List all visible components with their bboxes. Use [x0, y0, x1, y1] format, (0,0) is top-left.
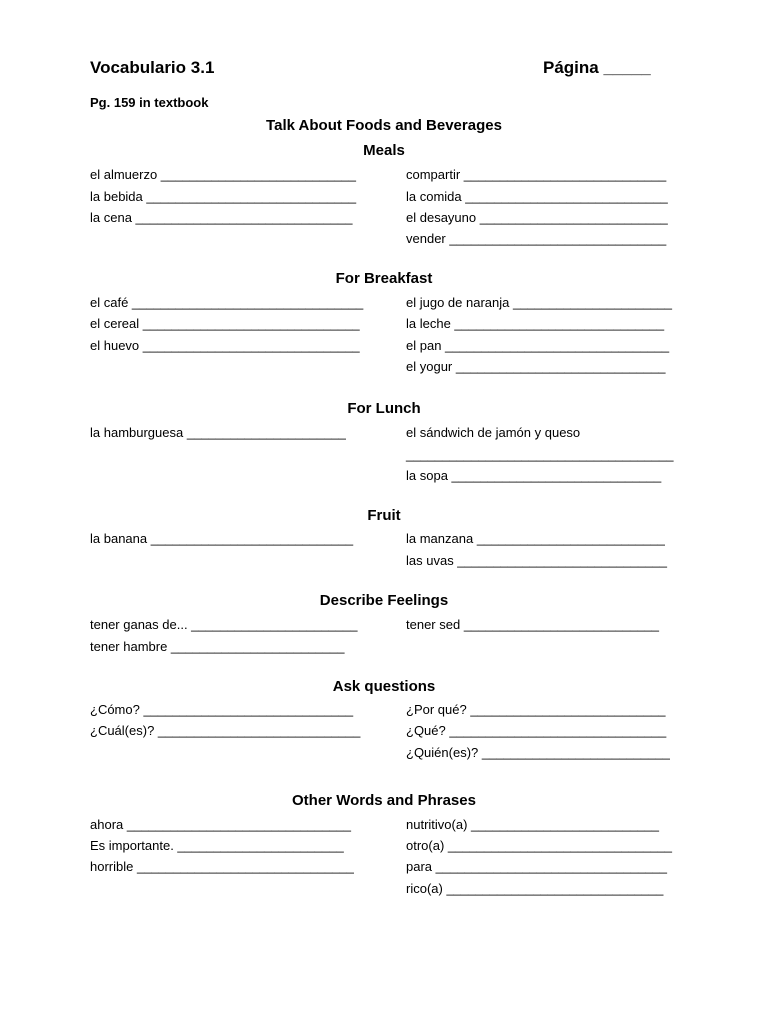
vocab-item: compartir ____________________________	[406, 167, 667, 182]
vocab-item: el sándwich de jamón y queso	[406, 425, 581, 440]
vocab-item: la comida ____________________________	[406, 189, 668, 204]
vocab-item: ahora _______________________________	[90, 817, 351, 832]
vocab-item: rico(a) ______________________________	[406, 881, 664, 896]
vocab-item: nutritivo(a) __________________________	[406, 817, 659, 832]
vocab-item: el pan _______________________________	[406, 338, 670, 353]
vocab-item: horrible ______________________________	[90, 859, 354, 874]
vocab-item: otro(a) _______________________________	[406, 838, 673, 853]
vocab-item: el huevo ______________________________	[90, 338, 360, 353]
vocab-item: el jugo de naranja ______________________	[406, 295, 673, 310]
main-title: Talk About Foods and Beverages	[266, 117, 502, 134]
vocab-item: la cena ______________________________	[90, 210, 353, 225]
vocab-item: la bebida _____________________________	[90, 189, 357, 204]
vocab-item: las uvas _____________________________	[406, 553, 667, 568]
vocab-item: la manzana __________________________	[406, 531, 665, 546]
vocab-item: vender ______________________________	[406, 231, 667, 246]
worksheet-title: Vocabulario 3.1	[90, 58, 215, 77]
vocab-item: ¿Cómo? _____________________________	[90, 702, 354, 717]
page-number-label: Página _____	[543, 58, 651, 77]
vocab-item: para ________________________________	[406, 859, 667, 874]
vocab-item: la hamburguesa ______________________	[90, 425, 346, 440]
vocab-item: el yogur _____________________________	[406, 359, 666, 374]
vocab-item: tener ganas de... _______________________	[90, 617, 358, 632]
vocab-item: ¿Cuál(es)? ____________________________	[90, 723, 361, 738]
vocab-item: _____________________________________	[406, 447, 674, 462]
vocab-item: la banana ____________________________	[90, 531, 354, 546]
section-title-lunch: For Lunch	[347, 400, 421, 417]
vocab-item: Es importante. _______________________	[90, 838, 344, 853]
section-title-breakfast: For Breakfast	[335, 270, 433, 287]
vocab-item: tener hambre ________________________	[90, 639, 345, 654]
vocab-item: el café ________________________________	[90, 295, 364, 310]
textbook-reference: Pg. 159 in textbook	[90, 95, 209, 110]
vocab-item: ¿Qué? ______________________________	[406, 723, 667, 738]
section-title-fruit: Fruit	[367, 507, 401, 524]
section-title-questions: Ask questions	[332, 678, 436, 695]
vocab-item: tener sed ___________________________	[406, 617, 660, 632]
vocab-item: la leche _____________________________	[406, 316, 665, 331]
vocab-item: el desayuno __________________________	[406, 210, 668, 225]
vocab-item: la sopa _____________________________	[406, 468, 662, 483]
section-title-meals: Meals	[363, 142, 405, 159]
section-title-feelings: Describe Feelings	[319, 592, 449, 609]
section-title-other: Other Words and Phrases	[292, 792, 476, 809]
vocab-item: ¿Quién(es)? __________________________	[406, 745, 670, 760]
vocab-item: ¿Por qué? ___________________________	[406, 702, 666, 717]
vocab-item: el cereal ______________________________	[90, 316, 360, 331]
vocab-item: el almuerzo ___________________________	[90, 167, 357, 182]
